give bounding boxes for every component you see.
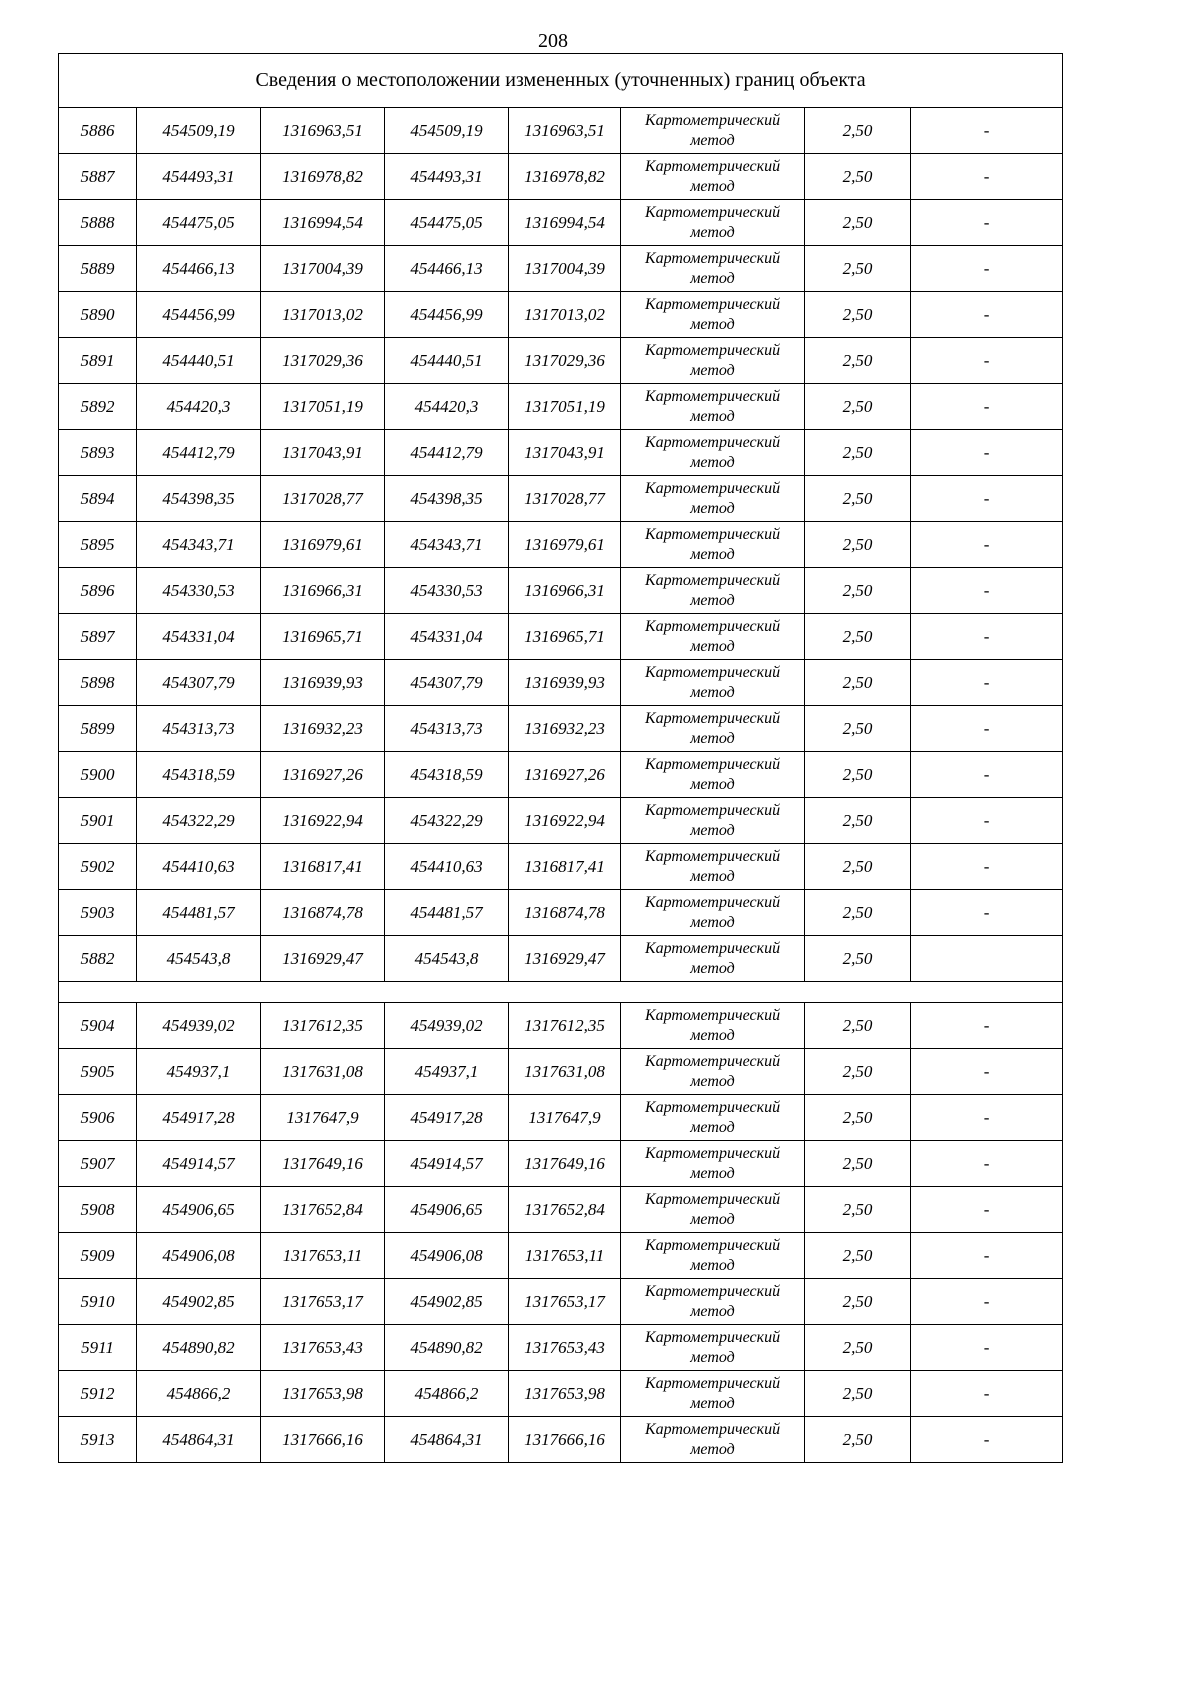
- x-coordinate-old-cell: 454307,79: [137, 660, 261, 706]
- x-coordinate-new-cell: 454410,63: [385, 844, 509, 890]
- group-separator-row: [59, 982, 1063, 1003]
- boundary-points-table: [58, 53, 1063, 1463]
- x-coordinate-new-cell: 454466,13: [385, 246, 509, 292]
- description-cell: -: [911, 1371, 1063, 1417]
- x-coordinate-old-cell: 454440,51: [137, 338, 261, 384]
- y-coordinate-new-cell: 1317649,16: [509, 1141, 621, 1187]
- x-coordinate-new-cell: 454914,57: [385, 1141, 509, 1187]
- y-coordinate-new-cell: 1316874,78: [509, 890, 621, 936]
- determination-method-cell: Картометрический метод: [621, 292, 805, 338]
- x-coordinate-old-cell: 454318,59: [137, 752, 261, 798]
- determination-method-cell: Картометрический метод: [621, 108, 805, 154]
- y-coordinate-old-cell: 1317653,17: [261, 1279, 385, 1325]
- x-coordinate-new-cell: 454307,79: [385, 660, 509, 706]
- table-row: [59, 1371, 1063, 1417]
- point-number-cell: 5896: [59, 568, 137, 614]
- determination-method-cell: Картометрический метод: [621, 568, 805, 614]
- table-row: [59, 752, 1063, 798]
- determination-method-cell: Картометрический метод: [621, 706, 805, 752]
- accuracy-cell: 2,50: [805, 1417, 911, 1463]
- x-coordinate-old-cell: 454543,8: [137, 936, 261, 982]
- x-coordinate-old-cell: 454412,79: [137, 430, 261, 476]
- determination-method-cell: Картометрический метод: [621, 476, 805, 522]
- x-coordinate-new-cell: 454456,99: [385, 292, 509, 338]
- determination-method-cell: Картометрический метод: [621, 1325, 805, 1371]
- y-coordinate-old-cell: 1316927,26: [261, 752, 385, 798]
- y-coordinate-new-cell: 1316979,61: [509, 522, 621, 568]
- determination-method-cell: Картометрический метод: [621, 200, 805, 246]
- x-coordinate-old-cell: 454420,3: [137, 384, 261, 430]
- determination-method-cell: Картометрический метод: [621, 1233, 805, 1279]
- y-coordinate-old-cell: 1317649,16: [261, 1141, 385, 1187]
- y-coordinate-new-cell: 1316929,47: [509, 936, 621, 982]
- accuracy-cell: 2,50: [805, 522, 911, 568]
- y-coordinate-new-cell: 1316939,93: [509, 660, 621, 706]
- y-coordinate-old-cell: 1317647,9: [261, 1095, 385, 1141]
- table-row: [59, 338, 1063, 384]
- determination-method-cell: Картометрический метод: [621, 522, 805, 568]
- x-coordinate-new-cell: 454331,04: [385, 614, 509, 660]
- table-row: [59, 1325, 1063, 1371]
- x-coordinate-new-cell: 454866,2: [385, 1371, 509, 1417]
- description-cell: -: [911, 108, 1063, 154]
- x-coordinate-new-cell: 454412,79: [385, 430, 509, 476]
- point-number-cell: 5898: [59, 660, 137, 706]
- x-coordinate-new-cell: 454481,57: [385, 890, 509, 936]
- x-coordinate-new-cell: 454902,85: [385, 1279, 509, 1325]
- y-coordinate-new-cell: 1317612,35: [509, 1003, 621, 1049]
- x-coordinate-old-cell: 454917,28: [137, 1095, 261, 1141]
- accuracy-cell: 2,50: [805, 568, 911, 614]
- x-coordinate-new-cell: 454864,31: [385, 1417, 509, 1463]
- determination-method-cell: Картометрический метод: [621, 1279, 805, 1325]
- point-number-cell: 5906: [59, 1095, 137, 1141]
- y-coordinate-old-cell: 1316979,61: [261, 522, 385, 568]
- x-coordinate-new-cell: 454440,51: [385, 338, 509, 384]
- y-coordinate-old-cell: 1317653,43: [261, 1325, 385, 1371]
- description-cell: -: [911, 844, 1063, 890]
- determination-method-cell: Картометрический метод: [621, 384, 805, 430]
- x-coordinate-old-cell: 454937,1: [137, 1049, 261, 1095]
- y-coordinate-old-cell: 1317051,19: [261, 384, 385, 430]
- y-coordinate-new-cell: 1317653,43: [509, 1325, 621, 1371]
- table-row: [59, 246, 1063, 292]
- accuracy-cell: 2,50: [805, 154, 911, 200]
- y-coordinate-old-cell: 1317004,39: [261, 246, 385, 292]
- accuracy-cell: 2,50: [805, 1279, 911, 1325]
- x-coordinate-new-cell: 454939,02: [385, 1003, 509, 1049]
- description-cell: -: [911, 1095, 1063, 1141]
- x-coordinate-old-cell: 454890,82: [137, 1325, 261, 1371]
- accuracy-cell: 2,50: [805, 798, 911, 844]
- accuracy-cell: 2,50: [805, 1371, 911, 1417]
- accuracy-cell: 2,50: [805, 706, 911, 752]
- description-cell: -: [911, 430, 1063, 476]
- accuracy-cell: 2,50: [805, 660, 911, 706]
- y-coordinate-old-cell: 1316929,47: [261, 936, 385, 982]
- accuracy-cell: 2,50: [805, 430, 911, 476]
- y-coordinate-old-cell: 1316963,51: [261, 108, 385, 154]
- x-coordinate-new-cell: 454475,05: [385, 200, 509, 246]
- point-number-cell: 5891: [59, 338, 137, 384]
- x-coordinate-old-cell: 454410,63: [137, 844, 261, 890]
- x-coordinate-new-cell: 454906,65: [385, 1187, 509, 1233]
- description-cell: -: [911, 660, 1063, 706]
- accuracy-cell: 2,50: [805, 1095, 911, 1141]
- x-coordinate-old-cell: 454906,08: [137, 1233, 261, 1279]
- y-coordinate-old-cell: 1317043,91: [261, 430, 385, 476]
- y-coordinate-old-cell: 1317653,11: [261, 1233, 385, 1279]
- description-cell: -: [911, 338, 1063, 384]
- x-coordinate-old-cell: 454475,05: [137, 200, 261, 246]
- table-row: [59, 1279, 1063, 1325]
- table-row: [59, 706, 1063, 752]
- table-row: [59, 1095, 1063, 1141]
- x-coordinate-old-cell: 454906,65: [137, 1187, 261, 1233]
- point-number-cell: 5886: [59, 108, 137, 154]
- y-coordinate-old-cell: 1316817,41: [261, 844, 385, 890]
- x-coordinate-new-cell: 454343,71: [385, 522, 509, 568]
- y-coordinate-old-cell: 1316874,78: [261, 890, 385, 936]
- y-coordinate-new-cell: 1317647,9: [509, 1095, 621, 1141]
- point-number-cell: 5913: [59, 1417, 137, 1463]
- y-coordinate-new-cell: 1316932,23: [509, 706, 621, 752]
- y-coordinate-new-cell: 1317653,11: [509, 1233, 621, 1279]
- x-coordinate-new-cell: 454420,3: [385, 384, 509, 430]
- accuracy-cell: 2,50: [805, 476, 911, 522]
- point-number-cell: 5892: [59, 384, 137, 430]
- description-cell: -: [911, 200, 1063, 246]
- accuracy-cell: 2,50: [805, 200, 911, 246]
- y-coordinate-new-cell: 1317028,77: [509, 476, 621, 522]
- y-coordinate-new-cell: 1316927,26: [509, 752, 621, 798]
- table-row: [59, 1141, 1063, 1187]
- x-coordinate-new-cell: 454330,53: [385, 568, 509, 614]
- x-coordinate-new-cell: 454313,73: [385, 706, 509, 752]
- description-cell: -: [911, 292, 1063, 338]
- point-number-cell: 5905: [59, 1049, 137, 1095]
- x-coordinate-new-cell: 454917,28: [385, 1095, 509, 1141]
- table-title-row: [59, 54, 1063, 108]
- x-coordinate-new-cell: 454937,1: [385, 1049, 509, 1095]
- x-coordinate-old-cell: 454493,31: [137, 154, 261, 200]
- point-number-cell: 5904: [59, 1003, 137, 1049]
- x-coordinate-new-cell: 454906,08: [385, 1233, 509, 1279]
- table-row: [59, 200, 1063, 246]
- table-row: [59, 614, 1063, 660]
- y-coordinate-old-cell: 1316965,71: [261, 614, 385, 660]
- y-coordinate-new-cell: 1316922,94: [509, 798, 621, 844]
- determination-method-cell: Картометрический метод: [621, 614, 805, 660]
- accuracy-cell: 2,50: [805, 844, 911, 890]
- table-row: [59, 154, 1063, 200]
- x-coordinate-new-cell: 454493,31: [385, 154, 509, 200]
- x-coordinate-old-cell: 454509,19: [137, 108, 261, 154]
- table-row: [59, 1233, 1063, 1279]
- table-row: [59, 292, 1063, 338]
- description-cell: -: [911, 1187, 1063, 1233]
- accuracy-cell: 2,50: [805, 384, 911, 430]
- accuracy-cell: 2,50: [805, 936, 911, 982]
- y-coordinate-new-cell: 1317051,19: [509, 384, 621, 430]
- description-cell: -: [911, 706, 1063, 752]
- y-coordinate-old-cell: 1317666,16: [261, 1417, 385, 1463]
- determination-method-cell: Картометрический метод: [621, 1141, 805, 1187]
- table-row: [59, 430, 1063, 476]
- group-separator-cell: [59, 982, 1063, 1003]
- x-coordinate-new-cell: 454543,8: [385, 936, 509, 982]
- determination-method-cell: Картометрический метод: [621, 1095, 805, 1141]
- y-coordinate-old-cell: 1316939,93: [261, 660, 385, 706]
- description-cell: -: [911, 752, 1063, 798]
- y-coordinate-new-cell: 1317666,16: [509, 1417, 621, 1463]
- y-coordinate-new-cell: 1316994,54: [509, 200, 621, 246]
- accuracy-cell: 2,50: [805, 246, 911, 292]
- determination-method-cell: Картометрический метод: [621, 430, 805, 476]
- determination-method-cell: Картометрический метод: [621, 1417, 805, 1463]
- table-row: [59, 1003, 1063, 1049]
- description-cell: -: [911, 1279, 1063, 1325]
- accuracy-cell: 2,50: [805, 292, 911, 338]
- description-cell: -: [911, 1141, 1063, 1187]
- description-cell: -: [911, 798, 1063, 844]
- y-coordinate-new-cell: 1316965,71: [509, 614, 621, 660]
- point-number-cell: 5911: [59, 1325, 137, 1371]
- x-coordinate-old-cell: 454481,57: [137, 890, 261, 936]
- x-coordinate-old-cell: 454902,85: [137, 1279, 261, 1325]
- x-coordinate-old-cell: 454456,99: [137, 292, 261, 338]
- determination-method-cell: Картометрический метод: [621, 798, 805, 844]
- description-cell: -: [911, 384, 1063, 430]
- y-coordinate-new-cell: 1317653,98: [509, 1371, 621, 1417]
- description-cell: -: [911, 476, 1063, 522]
- x-coordinate-old-cell: 454939,02: [137, 1003, 261, 1049]
- description-cell: -: [911, 1049, 1063, 1095]
- point-number-cell: 5902: [59, 844, 137, 890]
- point-number-cell: 5889: [59, 246, 137, 292]
- point-number-cell: 5899: [59, 706, 137, 752]
- x-coordinate-old-cell: 454330,53: [137, 568, 261, 614]
- accuracy-cell: 2,50: [805, 1049, 911, 1095]
- point-number-cell: 5895: [59, 522, 137, 568]
- y-coordinate-new-cell: 1317029,36: [509, 338, 621, 384]
- table-row: [59, 108, 1063, 154]
- accuracy-cell: 2,50: [805, 614, 911, 660]
- y-coordinate-old-cell: 1317013,02: [261, 292, 385, 338]
- y-coordinate-new-cell: 1317043,91: [509, 430, 621, 476]
- accuracy-cell: 2,50: [805, 1141, 911, 1187]
- determination-method-cell: Картометрический метод: [621, 844, 805, 890]
- point-number-cell: 5903: [59, 890, 137, 936]
- description-cell: [911, 936, 1063, 982]
- y-coordinate-old-cell: 1317028,77: [261, 476, 385, 522]
- accuracy-cell: 2,50: [805, 108, 911, 154]
- point-number-cell: 5910: [59, 1279, 137, 1325]
- point-number-cell: 5901: [59, 798, 137, 844]
- y-coordinate-new-cell: 1316817,41: [509, 844, 621, 890]
- table-row: [59, 1417, 1063, 1463]
- y-coordinate-old-cell: 1317612,35: [261, 1003, 385, 1049]
- point-number-cell: 5909: [59, 1233, 137, 1279]
- table-row: [59, 476, 1063, 522]
- y-coordinate-new-cell: 1316963,51: [509, 108, 621, 154]
- point-number-cell: 5882: [59, 936, 137, 982]
- accuracy-cell: 2,50: [805, 338, 911, 384]
- x-coordinate-old-cell: 454398,35: [137, 476, 261, 522]
- point-number-cell: 5897: [59, 614, 137, 660]
- description-cell: -: [911, 1003, 1063, 1049]
- table-row: [59, 936, 1063, 982]
- determination-method-cell: Картометрический метод: [621, 936, 805, 982]
- point-number-cell: 5887: [59, 154, 137, 200]
- table-row: [59, 1049, 1063, 1095]
- x-coordinate-new-cell: 454509,19: [385, 108, 509, 154]
- description-cell: -: [911, 1417, 1063, 1463]
- determination-method-cell: Картометрический метод: [621, 154, 805, 200]
- page-number: 208: [538, 30, 568, 52]
- x-coordinate-old-cell: 454466,13: [137, 246, 261, 292]
- description-cell: -: [911, 614, 1063, 660]
- table-row: [59, 384, 1063, 430]
- y-coordinate-old-cell: 1316966,31: [261, 568, 385, 614]
- point-number-cell: 5912: [59, 1371, 137, 1417]
- accuracy-cell: 2,50: [805, 1003, 911, 1049]
- x-coordinate-old-cell: 454313,73: [137, 706, 261, 752]
- accuracy-cell: 2,50: [805, 752, 911, 798]
- y-coordinate-old-cell: 1316994,54: [261, 200, 385, 246]
- y-coordinate-old-cell: 1317029,36: [261, 338, 385, 384]
- point-number-cell: 5894: [59, 476, 137, 522]
- determination-method-cell: Картометрический метод: [621, 890, 805, 936]
- y-coordinate-new-cell: 1316966,31: [509, 568, 621, 614]
- y-coordinate-old-cell: 1317631,08: [261, 1049, 385, 1095]
- table-row: [59, 568, 1063, 614]
- description-cell: -: [911, 890, 1063, 936]
- description-cell: -: [911, 1233, 1063, 1279]
- y-coordinate-new-cell: 1317004,39: [509, 246, 621, 292]
- y-coordinate-new-cell: 1317631,08: [509, 1049, 621, 1095]
- accuracy-cell: 2,50: [805, 1325, 911, 1371]
- x-coordinate-new-cell: 454398,35: [385, 476, 509, 522]
- description-cell: -: [911, 568, 1063, 614]
- point-number-cell: 5900: [59, 752, 137, 798]
- x-coordinate-old-cell: 454914,57: [137, 1141, 261, 1187]
- y-coordinate-new-cell: 1317013,02: [509, 292, 621, 338]
- x-coordinate-new-cell: 454318,59: [385, 752, 509, 798]
- table-row: [59, 660, 1063, 706]
- accuracy-cell: 2,50: [805, 1187, 911, 1233]
- x-coordinate-new-cell: 454890,82: [385, 1325, 509, 1371]
- accuracy-cell: 2,50: [805, 890, 911, 936]
- determination-method-cell: Картометрический метод: [621, 1003, 805, 1049]
- table-row: [59, 844, 1063, 890]
- determination-method-cell: Картометрический метод: [621, 1187, 805, 1233]
- determination-method-cell: Картометрический метод: [621, 752, 805, 798]
- point-number-cell: 5890: [59, 292, 137, 338]
- y-coordinate-old-cell: 1317652,84: [261, 1187, 385, 1233]
- table-row: [59, 890, 1063, 936]
- table-row: [59, 798, 1063, 844]
- determination-method-cell: Картометрический метод: [621, 660, 805, 706]
- x-coordinate-new-cell: 454322,29: [385, 798, 509, 844]
- y-coordinate-old-cell: 1317653,98: [261, 1371, 385, 1417]
- determination-method-cell: Картометрический метод: [621, 1371, 805, 1417]
- determination-method-cell: Картометрический метод: [621, 338, 805, 384]
- determination-method-cell: Картометрический метод: [621, 246, 805, 292]
- description-cell: -: [911, 522, 1063, 568]
- x-coordinate-old-cell: 454866,2: [137, 1371, 261, 1417]
- y-coordinate-old-cell: 1316922,94: [261, 798, 385, 844]
- description-cell: -: [911, 246, 1063, 292]
- point-number-cell: 5888: [59, 200, 137, 246]
- point-number-cell: 5908: [59, 1187, 137, 1233]
- table-title: Сведения о местоположении измененных (уточненных) границ объекта: [59, 54, 1063, 108]
- y-coordinate-old-cell: 1316978,82: [261, 154, 385, 200]
- y-coordinate-new-cell: 1317652,84: [509, 1187, 621, 1233]
- x-coordinate-old-cell: 454864,31: [137, 1417, 261, 1463]
- y-coordinate-old-cell: 1316932,23: [261, 706, 385, 752]
- accuracy-cell: 2,50: [805, 1233, 911, 1279]
- description-cell: -: [911, 154, 1063, 200]
- y-coordinate-new-cell: 1317653,17: [509, 1279, 621, 1325]
- determination-method-cell: Картометрический метод: [621, 1049, 805, 1095]
- table-row: [59, 522, 1063, 568]
- x-coordinate-old-cell: 454331,04: [137, 614, 261, 660]
- point-number-cell: 5893: [59, 430, 137, 476]
- x-coordinate-old-cell: 454343,71: [137, 522, 261, 568]
- point-number-cell: 5907: [59, 1141, 137, 1187]
- y-coordinate-new-cell: 1316978,82: [509, 154, 621, 200]
- x-coordinate-old-cell: 454322,29: [137, 798, 261, 844]
- table-row: [59, 1187, 1063, 1233]
- description-cell: -: [911, 1325, 1063, 1371]
